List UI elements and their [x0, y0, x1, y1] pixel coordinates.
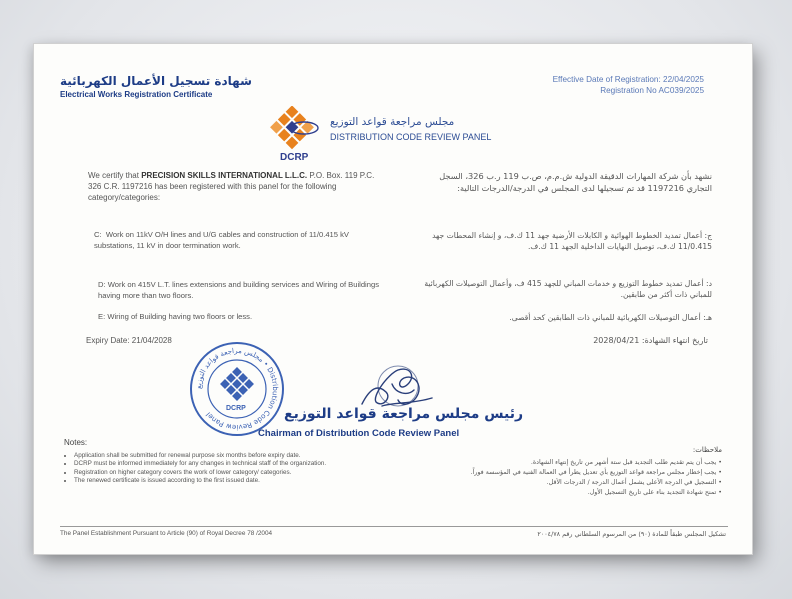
category-c-en — [94, 230, 386, 251]
certification-text-ar: نشهد بأن شركة المهارات الدقيقة الدولية ش.م.م، ص.ب 119 ر.ب 326، السجل التجاري 1197216 قد تم تسجيلها لدى المجلس في الدرجة/الدرجات التالية: — [439, 171, 712, 193]
footer-text-ar: تشكيل المجلس طبقاً للمادة (٩٠) من المرسوم السلطاني رقم ٢٠٠٤/٧٨ — [537, 530, 726, 538]
certificate-title-ar: شهادة تسجيل الأعمال الكهربائية — [60, 74, 252, 88]
intro-part-1: We certify that — [88, 171, 142, 180]
registration-info — [553, 74, 704, 96]
note-item-ar: • يجب أن يتم تقديم طلب التجديد قبل ستة أشهر من تاريخ إنتهاء الشهادة. — [530, 459, 722, 466]
logo-text: DCRP — [280, 152, 309, 163]
footer-divider — [60, 526, 728, 527]
category-e-ar: هـ: أعمال التوصيلات الكهربائية للمباني ذات الطابقين كحد أقصى. — [509, 313, 712, 322]
notes-list-en — [64, 452, 394, 486]
panel-name-ar: مجلس مراجعة قواعد التوزيع — [330, 116, 455, 128]
expiry-date-en: Expiry Date: 21/04/2028 — [86, 336, 172, 345]
note-item: • The renewed certificate is issued according to the first issued date. — [74, 477, 394, 485]
note-item-ar: • التسجيل في الدرجة الأعلى يشمل أعمال الدرجة / الدرجات الأقل. — [546, 479, 722, 486]
official-stamp — [188, 340, 286, 438]
category-text: Work on 415V L.T. lines extensions and building services and Wiring of Buildings having more than two floors. — [98, 280, 379, 300]
certificate — [34, 44, 752, 554]
note-item-ar: • يجب إخطار مجلس مراجعة قواعد التوزيع بأي تعديل يطرأ في العمالة الفنية في المؤسسة فوراً. — [470, 469, 722, 476]
category-c-ar: ج: أعمال تمديد الخطوط الهوائية و الكابلات الأرضية جهد 11 ك.ف، و إنشاء المحطات جهد 11/0.415 ك.ف، توصيل النهايات الداخلية الجهد 11 ك.ف. — [432, 231, 712, 251]
intro-part-2: P.O. Box. 119 P.C. 326 C.R. 1197216 has been registered with this panel for the following category/categories: — [88, 171, 375, 202]
note-item: • Application shall be submitted for renewal purpose six months before expiry date. — [74, 452, 394, 460]
footer-text-en: The Panel Establishment Pursuant to Article (90) of Royal Decree 78 /2004 — [60, 530, 273, 537]
notes-title-ar: ملاحظات: — [692, 446, 722, 454]
category-letter: E: — [98, 312, 106, 321]
stamp-logo-icon — [220, 367, 254, 401]
category-letter: D: — [98, 280, 106, 289]
note-item-ar: • تمنح شهادة التجديد بناء على تاريخ التسجيل الأول. — [587, 489, 722, 496]
notes-list-ar — [392, 458, 722, 498]
notes-title-en: Notes: — [64, 438, 88, 447]
dcrp-logo — [260, 106, 330, 164]
category-letter: C: — [94, 230, 102, 239]
chairman-title-ar: رئيس مجلس مراجعة قواعد التوزيع — [284, 406, 524, 422]
effective-date: Effective Date of Registration: 22/04/2025 — [552, 75, 704, 84]
category-e-en — [98, 312, 386, 323]
certification-text-en — [88, 170, 386, 203]
category-d-ar: د: أعمال تمديد خطوط التوزيع و خدمات المباني للجهد 415 ف، وأعمال التوصيلات الكهربائية للمباني ذات أكثر من طابقين. — [424, 279, 712, 299]
registration-number: Registration No AC039/2025 — [600, 86, 704, 95]
note-item: • Registration on higher category covers the work of lower category/ categories. — [74, 469, 394, 477]
company-name: PRECISION SKILLS INTERNATIONAL L.L.C. — [141, 171, 308, 180]
certificate-title-en: Electrical Works Registration Certificate — [60, 90, 213, 99]
chairman-title-en: Chairman of Distribution Code Review Panel — [258, 428, 460, 439]
category-d-en — [98, 280, 386, 301]
panel-name-en: DISTRIBUTION CODE REVIEW PANEL — [330, 132, 492, 142]
category-text: Work on 11kV O/H lines and U/G cables and construction of 11/0.415 kV substations, 11 kV in door termination work. — [94, 230, 349, 250]
category-text: Wiring of Building having two floors or less. — [107, 312, 253, 321]
note-item: • DCRP must be informed immediately for any changes in technical staff of the organization. — [74, 460, 394, 468]
expiry-date-ar: تاريخ انتهاء الشهادة: 2028/04/21 — [593, 336, 708, 345]
stamp-center-text: DCRP — [226, 405, 246, 412]
logo-diamond-icon — [270, 106, 318, 149]
stamp-ring-text: مجلس مراجعة قواعد التوزيع • Distribution Code Review Panel — [194, 346, 280, 432]
